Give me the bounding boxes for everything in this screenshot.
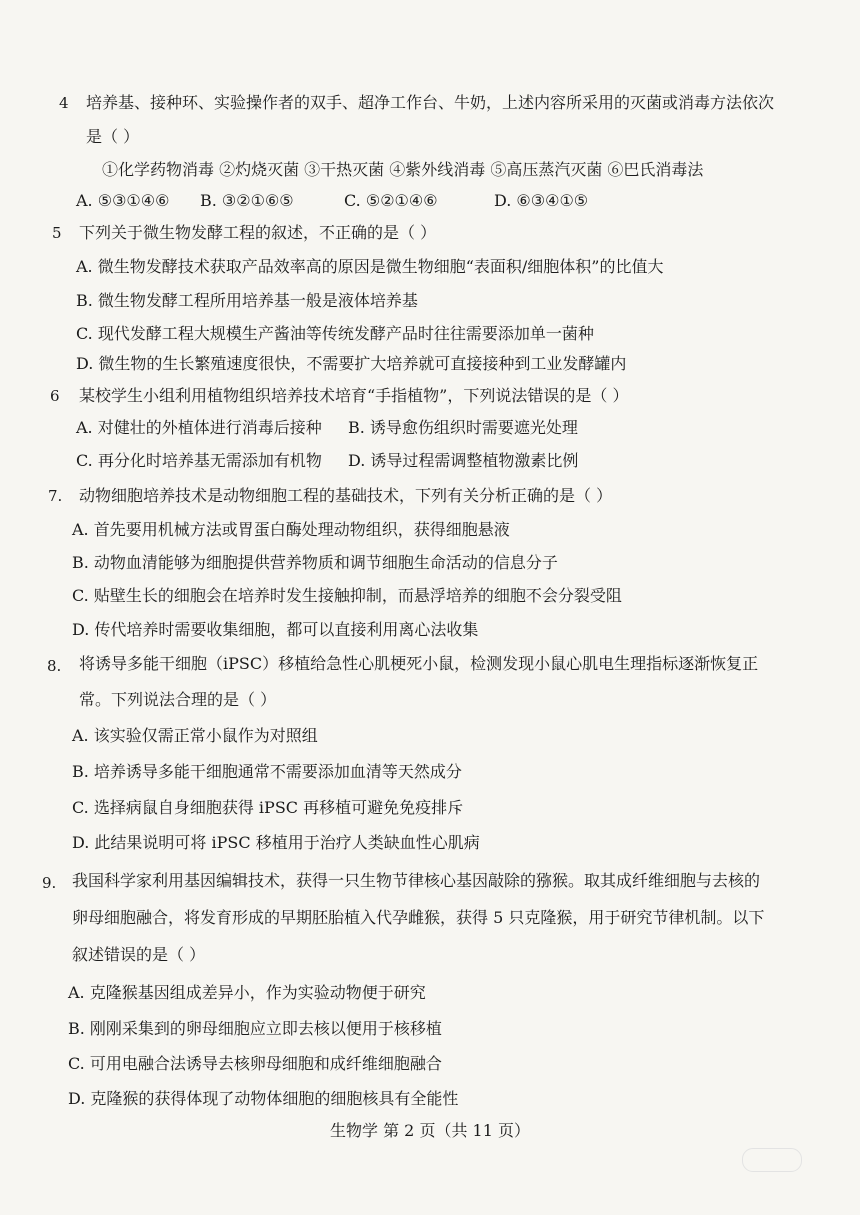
option-d: D. 诱导过程需调整植物激素比例 xyxy=(348,451,579,470)
option-b: B. 刚刚采集到的卵母细胞应立即去核以便用于核移植 xyxy=(68,1019,442,1038)
option-d: D. 此结果说明可将 iPSC 移植用于治疗人类缺血性心肌病 xyxy=(72,833,480,852)
question-number: 5 xyxy=(52,224,62,242)
watermark-stamp xyxy=(742,1148,802,1172)
option-b: B. 培养诱导多能干细胞通常不需要添加血清等天然成分 xyxy=(72,762,462,781)
option-d: D. ⑥③④①⑤ xyxy=(494,191,589,210)
question-number: 7. xyxy=(48,487,63,505)
option-d: D. 克隆猴的获得体现了动物体细胞的细胞核具有全能性 xyxy=(68,1089,459,1108)
option-a: A. ⑤③①④⑥ xyxy=(76,191,170,210)
question-stem: 是（ ） xyxy=(86,127,140,146)
question-stem: 卵母细胞融合，将发育形成的早期胚胎植入代孕雌猴，获得 5 只克隆猴，用于研究节律机制。以下 xyxy=(72,908,765,927)
option-b: B. 诱导愈伤组织时需要遮光处理 xyxy=(348,418,578,437)
methods-list: ①化学药物消毒 ②灼烧灭菌 ③干热灭菌 ④紫外线消毒 ⑤高压蒸汽灭菌 ⑥巴氏消毒法 xyxy=(102,160,704,179)
option-c: C. 贴壁生长的细胞会在培养时发生接触抑制，而悬浮培养的细胞不会分裂受阻 xyxy=(72,586,622,605)
option-b: B. 微生物发酵工程所用培养基一般是液体培养基 xyxy=(76,291,418,310)
option-c: C. 现代发酵工程大规模生产酱油等传统发酵产品时往往需要添加单一菌种 xyxy=(76,324,594,343)
page-footer: 生物学 第 2 页（共 11 页） xyxy=(330,1121,530,1140)
option-c: C. 选择病鼠自身细胞获得 iPSC 再移植可避免免疫排斥 xyxy=(72,798,464,817)
option-d: D. 传代培养时需要收集细胞，都可以直接利用离心法收集 xyxy=(72,620,479,639)
option-a: A. 该实验仅需正常小鼠作为对照组 xyxy=(72,726,318,745)
question-number: 8. xyxy=(47,657,62,675)
option-a: A. 克隆猴基因组成差异小，作为实验动物便于研究 xyxy=(68,983,426,1002)
option-c: C. 再分化时培养基无需添加有机物 xyxy=(76,451,322,470)
option-c: C. 可用电融合法诱导去核卵母细胞和成纤维细胞融合 xyxy=(68,1054,442,1073)
question-number: 4 xyxy=(59,94,69,112)
question-number: 9. xyxy=(42,874,57,892)
question-stem: 动物细胞培养技术是动物细胞工程的基础技术，下列有关分析正确的是（ ） xyxy=(79,486,613,505)
option-a: A. 对健壮的外植体进行消毒后接种 xyxy=(76,418,322,437)
question-stem: 叙述错误的是（ ） xyxy=(72,945,206,964)
question-stem: 下列关于微生物发酵工程的叙述，不正确的是（ ） xyxy=(79,223,437,242)
question-stem: 我国科学家利用基因编辑技术，获得一只生物节律核心基因敲除的猕猴。取其成纤维细胞与去核的 xyxy=(72,871,761,890)
option-a: A. 首先要用机械方法或胃蛋白酶处理动物组织，获得细胞悬液 xyxy=(72,520,510,539)
question-stem: 培养基、接种环、实验操作者的双手、超净工作台、牛奶，上述内容所采用的灭菌或消毒方法依次 xyxy=(86,93,775,112)
question-stem: 将诱导多能干细胞（iPSC）移植给急性心肌梗死小鼠，检测发现小鼠心肌电生理指标逐渐恢复正 xyxy=(79,654,759,673)
question-stem: 常。下列说法合理的是（ ） xyxy=(79,690,277,709)
option-d: D. 微生物的生长繁殖速度很快，不需要扩大培养就可直接接种到工业发酵罐内 xyxy=(76,354,627,373)
option-a: A. 微生物发酵技术获取产品效率高的原因是微生物细胞“表面积/细胞体积”的比值大 xyxy=(76,257,664,276)
option-c: C. ⑤②①④⑥ xyxy=(344,191,438,210)
option-b: B. ③②①⑥⑤ xyxy=(200,191,294,210)
question-stem: 某校学生小组利用植物组织培养技术培育“手指植物”，下列说法错误的是（ ） xyxy=(79,386,629,405)
option-b: B. 动物血清能够为细胞提供营养物质和调节细胞生命活动的信息分子 xyxy=(72,553,558,572)
question-number: 6 xyxy=(50,387,60,405)
